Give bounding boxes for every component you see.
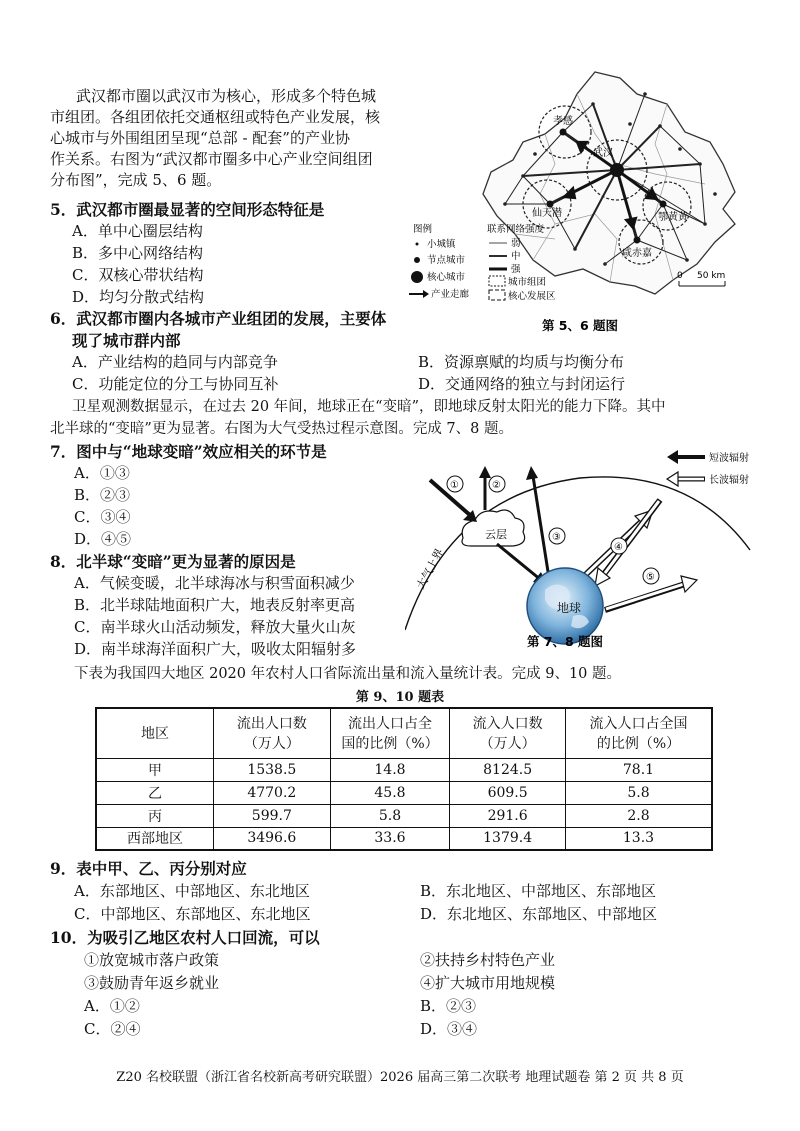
- legend-weak: 弱: [511, 238, 521, 249]
- header-inflow-share: 流入人口占全国 的比例（%）: [565, 708, 712, 758]
- legend-corridor: 产业走廊: [431, 289, 470, 300]
- question-9-option-c[interactable]: C．中部地区、东部地区、东北地区: [74, 905, 311, 923]
- table-row: [96, 827, 712, 850]
- question-5-option-d[interactable]: D．均匀分散式结构: [72, 288, 205, 306]
- legend-longwave: 长波辐射: [709, 475, 749, 486]
- diagram-caption: 第 7、8 题图: [526, 634, 604, 649]
- question-8-stem: 8．北半球“变暗”更为显著的原因是: [50, 552, 296, 571]
- intro-line: 分布图”，完成 5、6 题。: [50, 171, 222, 189]
- question-9-stem: 9．表中甲、乙、丙分别对应: [50, 859, 247, 878]
- label-xiantao: 仙天潜: [532, 208, 562, 219]
- scale-label: 50 km: [697, 271, 726, 281]
- legend-shortwave: 短波辐射: [709, 453, 749, 464]
- intro-q7-8-line1: 卫星观测数据显示，在过去 20 年间，地球正在“变暗”，即地球反射太阳光的能力下降。其中: [72, 399, 666, 415]
- table-cell: 609.5: [450, 781, 566, 804]
- question-7-option-c[interactable]: C．③④: [74, 508, 131, 526]
- table-cell: 78.1: [565, 758, 712, 781]
- question-9-option-a[interactable]: A．东部地区、中部地区、东北地区: [74, 882, 310, 900]
- legend-core-zone: 核心发展区: [508, 291, 556, 302]
- table-cell: 2.8: [565, 804, 712, 827]
- wuhan-metro-map: [405, 64, 755, 339]
- legend-small-town-symbol: [416, 243, 419, 246]
- page-footer: Z20 名校联盟（浙江省名校新高考研究联盟）2026 届高三第二次联考 地理试题卷 第 2 页 共 8 页: [116, 1070, 684, 1085]
- atmosphere-heating-diagram: [405, 440, 760, 650]
- legend-title: 图例: [413, 224, 433, 235]
- table-cell: 1379.4: [450, 827, 566, 850]
- question-6-stem-line1: 6．武汉都市圈内各城市产业组团的发展，主要体: [50, 309, 387, 328]
- table-cell: 291.6: [450, 804, 566, 827]
- table-cell: 4770.2: [214, 781, 331, 804]
- label-4: ④: [614, 542, 623, 553]
- table-cell: 14.8: [330, 758, 450, 781]
- legend-strength-title: 联系网络强度: [487, 224, 545, 235]
- question-10-item-2: ②扶持乡村特色产业: [420, 951, 556, 969]
- question-10-item-3: ③鼓励青年返乡就业: [84, 974, 220, 992]
- question-10-option-c[interactable]: C．②④: [84, 1020, 141, 1038]
- label-1: ①: [450, 480, 459, 491]
- question-5-stem: 5．武汉都市圈最显著的空间形态特征是: [50, 200, 325, 219]
- header-outflow: 流出人口数 （万人）: [214, 708, 331, 758]
- scale-zero: 0: [677, 271, 683, 281]
- table-cell: 1538.5: [214, 758, 331, 781]
- label-xiaogan: 孝感: [553, 116, 573, 127]
- earth-label: 地球: [557, 601, 582, 615]
- population-flow-table: [95, 707, 713, 851]
- header-region: 地区: [96, 708, 214, 758]
- legend-core-city-symbol: [411, 271, 423, 283]
- intro-line: 市组团。各组团依托交通枢纽或特色产业发展，核: [50, 108, 381, 126]
- question-10-item-4: ④扩大城市用地规模: [420, 974, 556, 992]
- table-cell: 45.8: [330, 781, 450, 804]
- question-5-option-a[interactable]: A．单中心圈层结构: [72, 222, 203, 240]
- legend-medium: 中: [511, 251, 521, 262]
- question-7-option-b[interactable]: B．②③: [74, 486, 131, 504]
- label-xianchi: 咸赤嘉: [622, 248, 652, 259]
- legend-core-zone-box: [489, 290, 505, 300]
- table-row: [96, 781, 712, 804]
- intro-paragraph-q5-6: [50, 86, 430, 191]
- table-cell: 5.8: [565, 781, 712, 804]
- legend-corridor-arrow: [423, 290, 429, 298]
- legend-small-town: 小城镇: [427, 239, 456, 250]
- table-cell: 599.7: [214, 804, 331, 827]
- question-8-option-a[interactable]: A．气候变暖，北半球海冰与积雪面积减少: [74, 574, 355, 592]
- question-8-option-b[interactable]: B．北半球陆地面积广大，地表反射率更高: [74, 596, 356, 614]
- table-cell: 13.3: [565, 827, 712, 850]
- question-10-stem: 10．为吸引乙地区农村人口回流，可以: [50, 928, 320, 947]
- label-wuhan: 武汉: [593, 148, 613, 159]
- question-7-option-d[interactable]: D．④⑤: [74, 530, 132, 548]
- question-10-option-a[interactable]: A．①②: [84, 997, 140, 1015]
- intro-q9-10: 下表为我国四大地区 2020 年农村人口省际流出量和流入量统计表。完成 9、10 题。: [74, 666, 622, 682]
- question-6-option-c[interactable]: C．功能定位的分工与协同互补: [72, 375, 279, 393]
- table-title: 第 9、10 题表: [355, 690, 445, 705]
- label-2: ②: [492, 480, 501, 491]
- question-8-option-d[interactable]: D．南半球海洋面积广大，吸收太阳辐射多: [74, 640, 357, 658]
- question-9-option-d[interactable]: D．东北地区、东部地区、中部地区: [420, 905, 658, 923]
- label-ezhou: 鄂黄黄: [658, 212, 688, 223]
- question-10-item-1: ①放宽城市落户政策: [84, 951, 220, 969]
- map-legend: [409, 223, 556, 302]
- legend-cluster-box: [489, 276, 505, 286]
- question-9-option-b[interactable]: B．东北地区、中部地区、东部地区: [420, 882, 657, 900]
- label-3: ③: [552, 532, 561, 543]
- legend-core-city: 核心城市: [427, 272, 466, 283]
- table-cell: 西部地区: [96, 827, 214, 850]
- question-7-stem: 7．图中与“地球变暗”效应相关的环节是: [50, 442, 327, 461]
- intro-line: 作关系。右图为“武汉都市圈多中心产业空间组团: [50, 150, 373, 168]
- question-7-option-a[interactable]: A．①③: [74, 464, 130, 482]
- intro-line: 心城市与外围组团呈现“总部 - 配套”的产业协: [50, 129, 350, 147]
- table-cell: 3496.6: [214, 827, 331, 850]
- legend-cluster: 城市组团: [508, 277, 547, 288]
- question-5-option-c[interactable]: C．双核心带状结构: [72, 266, 204, 284]
- table-cell: 5.8: [330, 804, 450, 827]
- table-cell: 甲: [96, 758, 214, 781]
- question-6-option-d[interactable]: D．交通网络的独立与封闭运行: [418, 375, 626, 393]
- question-5-option-b[interactable]: B．多中心网络结构: [72, 244, 204, 262]
- atmosphere-label: 大气上界: [414, 546, 447, 592]
- legend-strong: 强: [511, 264, 521, 275]
- question-6-option-a[interactable]: A．产业结构的趋同与内部竞争: [72, 353, 278, 371]
- header-inflow: 流入人口数 （万人）: [450, 708, 566, 758]
- legend-node-city: 节点城市: [427, 255, 466, 266]
- core-city-wuhan: [610, 163, 624, 177]
- question-6-stem-line2: 现了城市群内部: [72, 331, 181, 350]
- question-10-option-d[interactable]: D．③④: [420, 1020, 478, 1038]
- radiation-legend: [667, 450, 749, 486]
- intro-q7-8-line2: 北半球的“变暗”更为显著。右图为大气受热过程示意图。完成 7、8 题。: [50, 421, 513, 437]
- table-header-row: [96, 708, 712, 758]
- table-row: [96, 758, 712, 781]
- table-cell: 8124.5: [450, 758, 566, 781]
- table-cell: 乙: [96, 781, 214, 804]
- map-caption: 第 5、6 题图: [541, 318, 619, 333]
- table-cell: 丙: [96, 804, 214, 827]
- cloud-label: 云层: [485, 528, 507, 541]
- question-8-option-c[interactable]: C．南半球火山活动频发，释放大量火山灰: [74, 618, 356, 636]
- header-outflow-share: 流出人口占全 国的比例（%）: [330, 708, 450, 758]
- question-6-option-b[interactable]: B．资源禀赋的均质与均衡分布: [418, 353, 625, 371]
- question-10-option-b[interactable]: B．②③: [420, 997, 477, 1015]
- legend-node-city-symbol: [414, 257, 420, 263]
- label-5: ⑤: [646, 572, 655, 583]
- intro-line: 武汉都市圈以武汉市为核心，形成多个特色城: [76, 87, 377, 105]
- table-row: [96, 804, 712, 827]
- table-cell: 33.6: [330, 827, 450, 850]
